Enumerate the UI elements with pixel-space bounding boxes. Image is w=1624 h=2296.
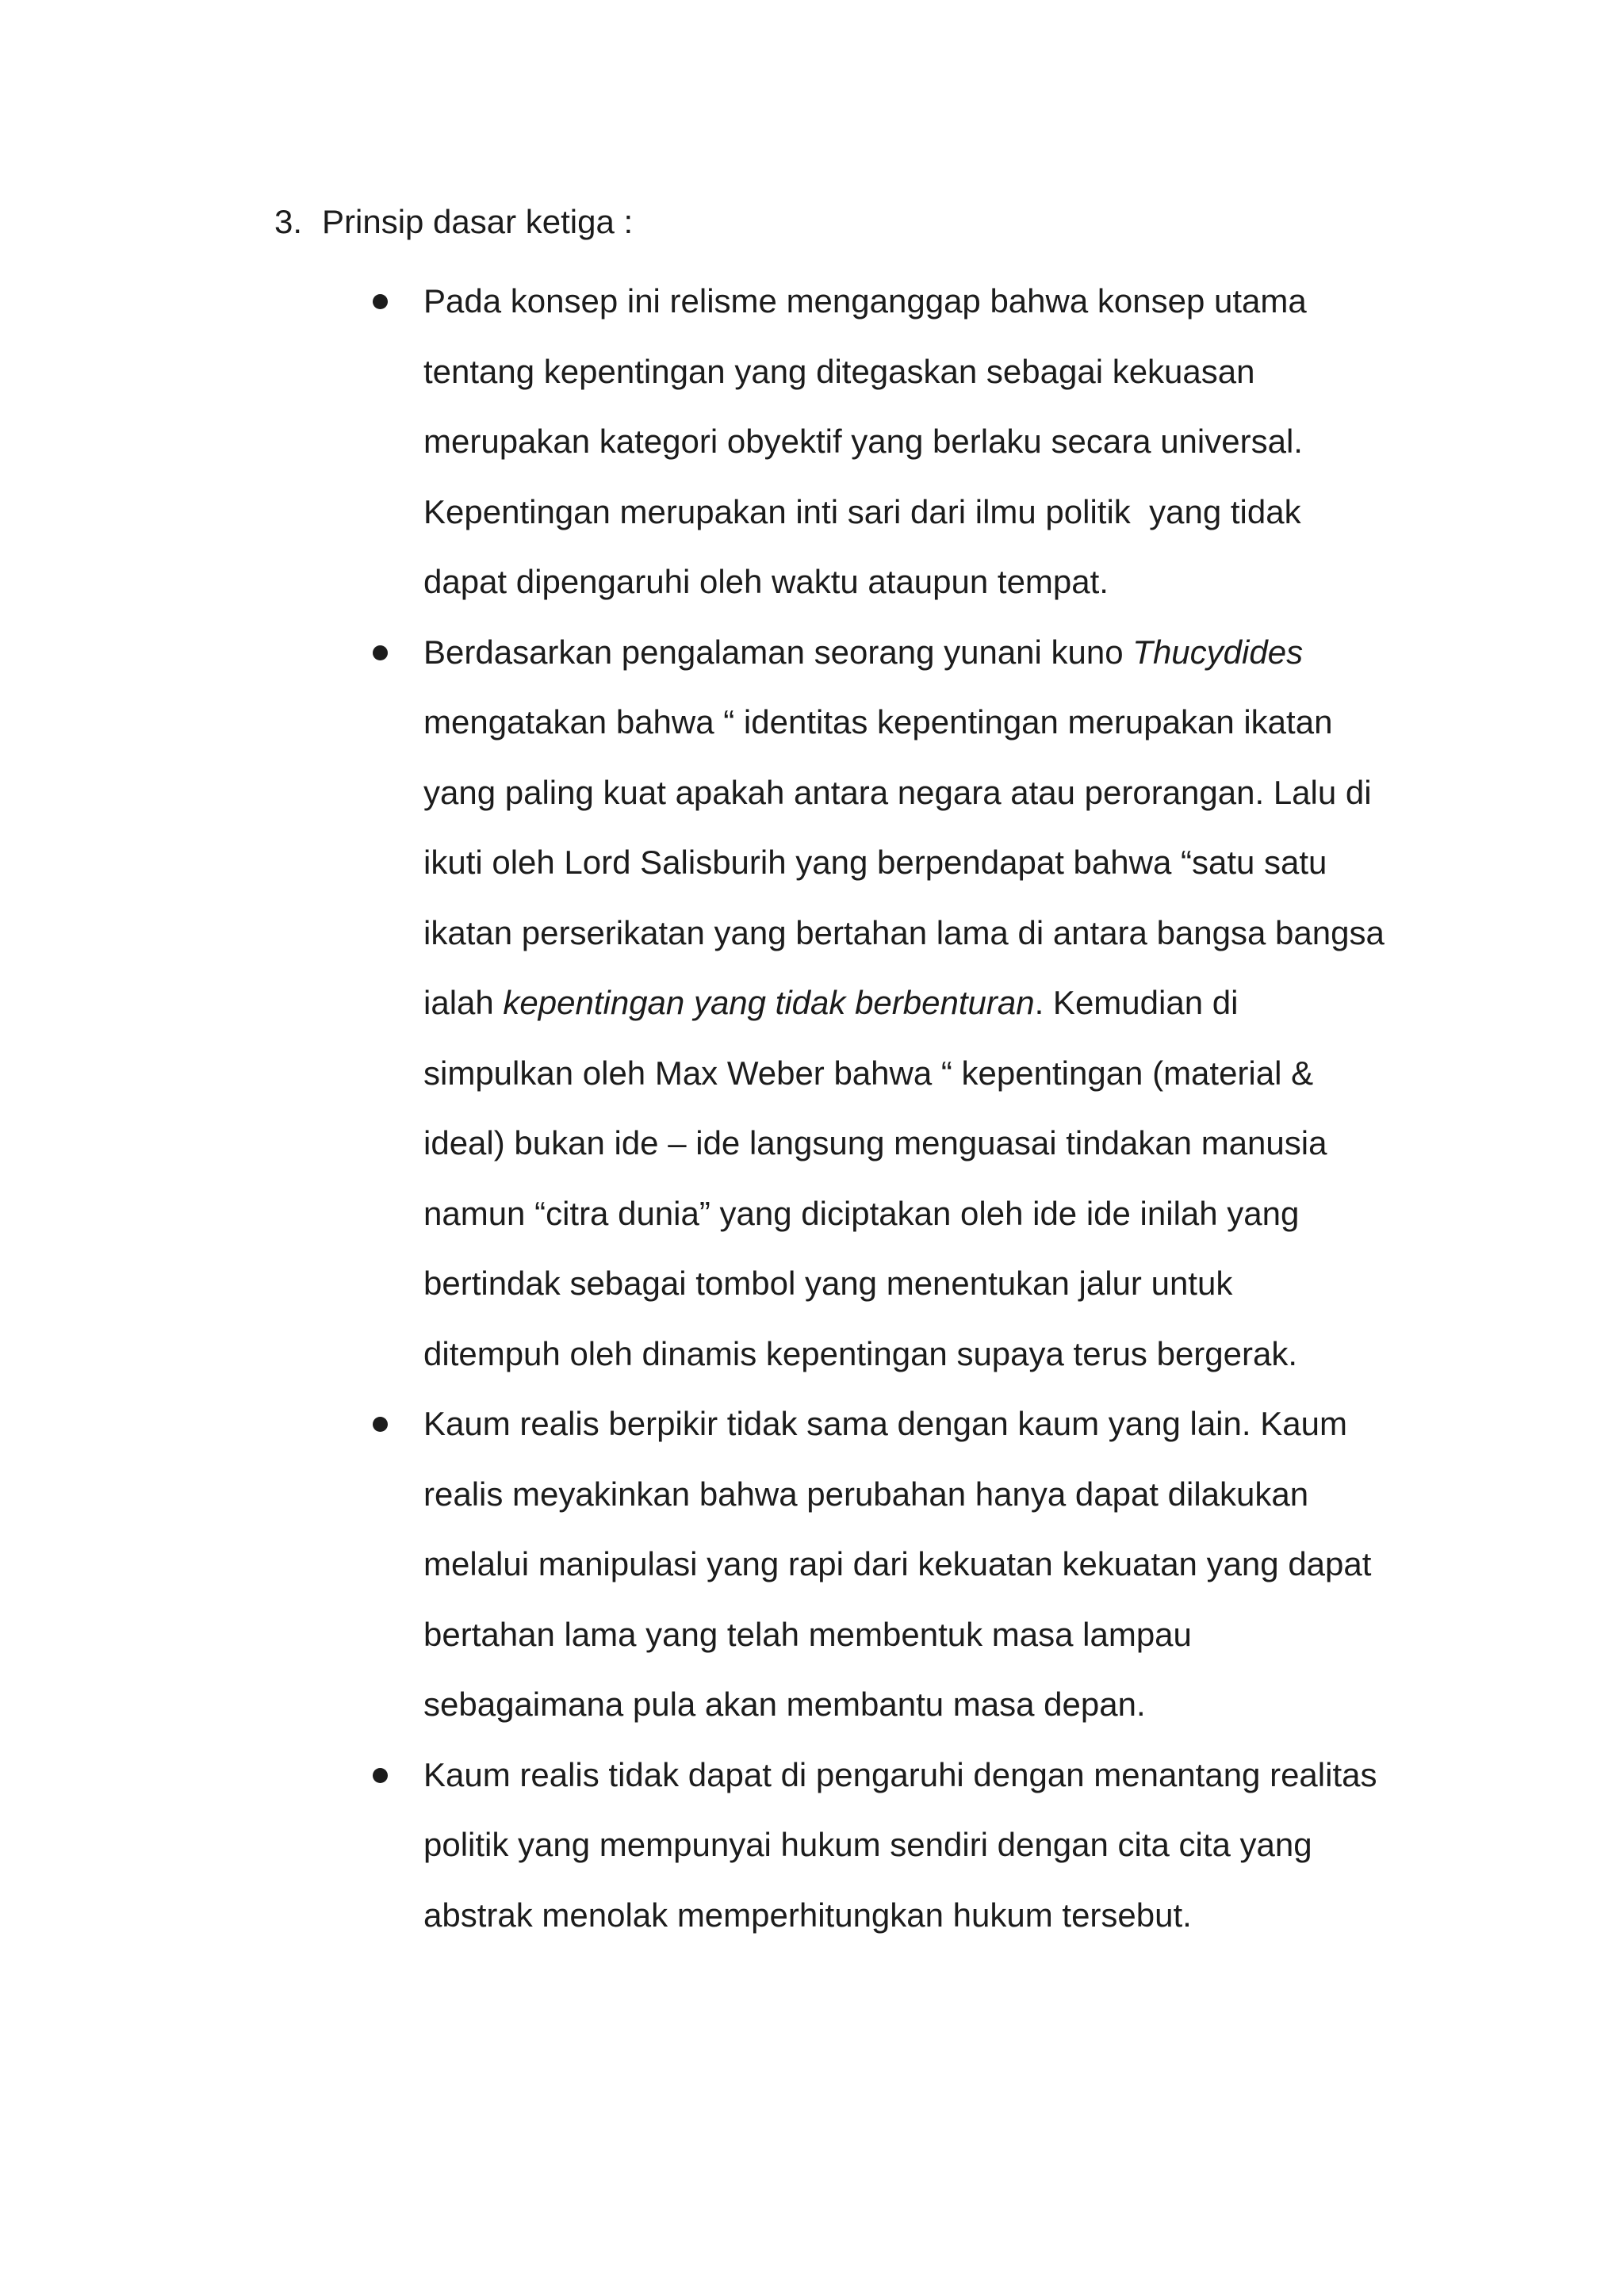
text-line: politik yang mempunyai hukum sendiri dengan cita cita yang	[423, 1826, 1312, 1863]
text-line: yang paling kuat apakah antara negara atau perorangan. Lalu di	[423, 773, 1372, 811]
text-line: melalui manipulasi yang rapi dari kekuatan kekuatan yang dapat	[423, 1545, 1372, 1582]
bullet-dot-icon	[373, 1417, 388, 1432]
bullet-dot-icon	[373, 1768, 388, 1783]
text-line: Kaum realis berpikir tidak sama dengan kaum yang lain. Kaum	[423, 1405, 1347, 1442]
bullet-item-3	[423, 1389, 1446, 1740]
text-line: ditempuh oleh dinamis kepentingan supaya terus bergerak.	[423, 1334, 1298, 1372]
text-segment: Berdasarkan pengalaman seorang yunani kuno	[423, 633, 1133, 671]
bullet-list	[423, 266, 1446, 1950]
section-number: 3.	[274, 203, 303, 240]
text-line: ikatan perserikatan yang bertahan lama di antara bangsa bangsa	[423, 913, 1385, 951]
bullet-item-1	[423, 266, 1446, 618]
text-line: tentang kepentingan yang ditegaskan sebagai kekuasan	[423, 352, 1255, 390]
bullet-dot-icon	[373, 645, 388, 660]
text-line: abstrak menolak memperhitungkan hukum tersebut.	[423, 1896, 1192, 1934]
text-line: mengatakan bahwa “ identitas kepentingan merupakan ikatan	[423, 703, 1333, 740]
section-heading	[274, 197, 633, 247]
text-line: realis meyakinkan bahwa perubahan hanya dapat dilakukan	[423, 1475, 1309, 1513]
text-line: Kepentingan merupakan inti sari dari ilmu politik yang tidak	[423, 492, 1301, 530]
text-segment: ialah	[423, 984, 504, 1021]
bullet-dot-icon	[373, 294, 388, 309]
text-line	[423, 968, 1446, 1039]
text-line: Pada konsep ini relisme menganggap bahwa konsep utama	[423, 282, 1307, 320]
text-line: ideal) bukan ide – ide langsung menguasai tindakan manusia	[423, 1124, 1327, 1161]
text-line: dapat dipengaruhi oleh waktu ataupun tempat.	[423, 563, 1109, 600]
text-line: simpulkan oleh Max Weber bahwa “ kepentingan (material &	[423, 1054, 1314, 1092]
bullet-item-2	[423, 618, 1446, 1390]
text-line: ikuti oleh Lord Salisburih yang berpendapat bahwa “satu satu	[423, 844, 1327, 881]
text-line	[423, 618, 1446, 688]
text-line: sebagaimana pula akan membantu masa depan.	[423, 1686, 1146, 1723]
text-line: namun “citra dunia” yang diciptakan oleh ide ide inilah yang	[423, 1194, 1300, 1232]
text-line: bertahan lama yang telah membentuk masa lampau	[423, 1615, 1192, 1653]
italic-phrase: kepentingan yang tidak berbenturan	[503, 984, 1035, 1021]
text-segment: . Kemudian di	[1034, 984, 1239, 1021]
text-line: merupakan kategori obyektif yang berlaku secara universal.	[423, 423, 1303, 460]
text-line: bertindak sebagai tombol yang menentukan jalur untuk	[423, 1265, 1233, 1302]
text-line: Kaum realis tidak dapat di pengaruhi dengan menantang realitas	[423, 1755, 1377, 1793]
bullet-item-4	[423, 1740, 1446, 1951]
italic-name: Thucydides	[1132, 633, 1304, 671]
section-title: Prinsip dasar ketiga :	[322, 203, 634, 240]
